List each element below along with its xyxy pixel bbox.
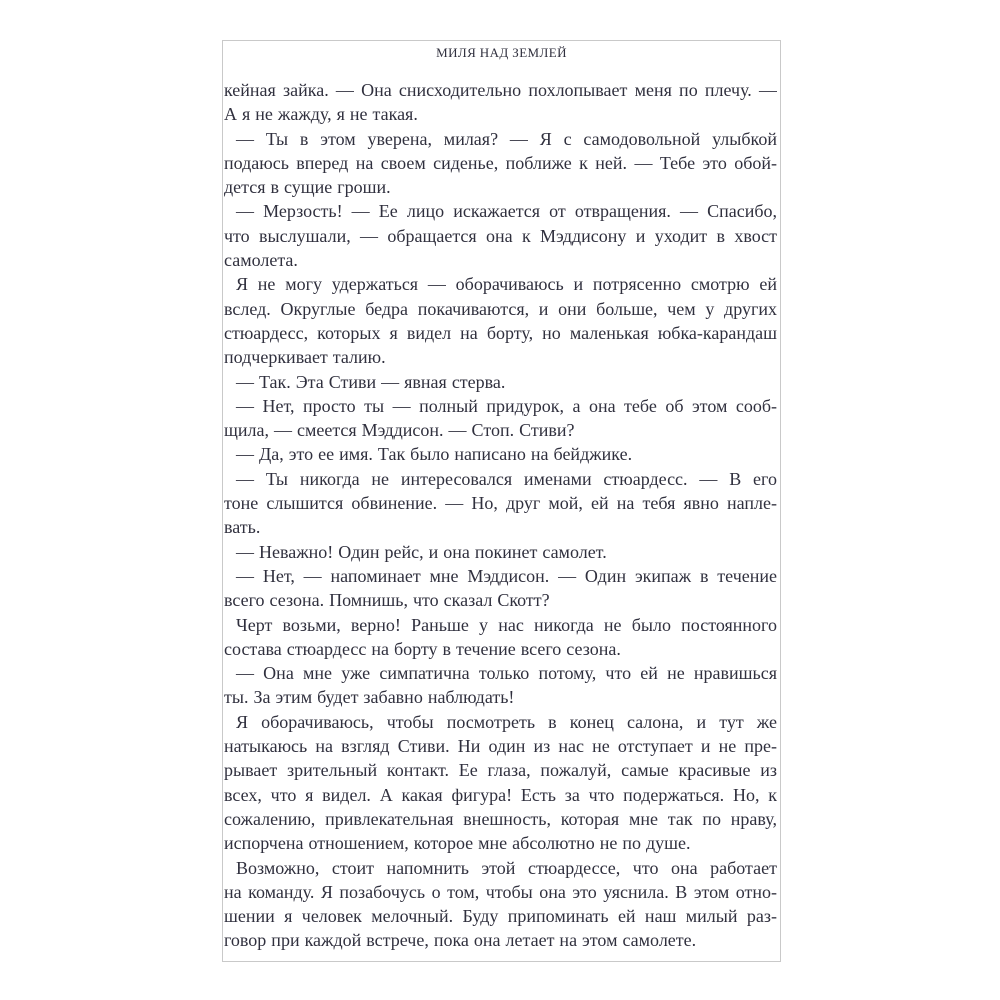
text-line: Я не могу удержаться — оборачиваюсь и потрясенно смотрю ей	[236, 274, 777, 295]
text-line: — Так. Эта Стиви — явная стерва.	[236, 371, 506, 392]
text-line: всех, что я видел. А какая фигура! Есть за что подержаться. Но, к	[224, 784, 777, 805]
text-line: сожалению, привлекательная внешность, которая мне так по нраву,	[224, 808, 777, 829]
text-line: всего сезона. Помнишь, что сказал Скотт?	[224, 590, 550, 611]
text-line: — Да, это ее имя. Так было написано на бейджике.	[236, 444, 633, 465]
text-line: — Нет, просто ты — полный придурок, а она тебе об этом сооб-	[236, 395, 777, 416]
text-line: Черт возьми, верно! Раньше у нас никогда не было постоянного	[236, 614, 777, 635]
text-line: щила, — смеется Мэддисон. — Стоп. Стиви?	[224, 420, 575, 441]
text-line: шении я человек мелочный. Буду припоминать ей наш милый раз-	[224, 906, 777, 927]
text-block	[223, 78, 780, 953]
text-line: — Она мне уже симпатична только потому, что ей не нравишься	[236, 663, 777, 684]
text-line: дется в сущие гроши.	[224, 177, 391, 198]
text-line: Возможно, стоит напомнить этой стюардессе, что она работает	[236, 857, 777, 878]
text-line: что выслушали, — обращается она к Мэддисону и уходит в хвост	[224, 225, 777, 246]
text-line: на команду. Я позабочусь о том, чтобы она это уяснила. В этом отно-	[224, 881, 777, 902]
text-line: вать.	[224, 517, 261, 538]
text-line: ты. За этим будет забавно наблюдать!	[224, 687, 515, 708]
text-line: самолета.	[224, 250, 298, 271]
text-line: вслед. Округлые бедра покачиваются, и они больше, чем у других	[224, 298, 777, 319]
book-page	[222, 40, 781, 962]
text-line: стюардесс, которых я видел на борту, но маленькая юбка-карандаш	[224, 322, 777, 343]
text-line: А я не жажду, я не такая.	[224, 104, 418, 125]
text-line: — Ты в этом уверена, милая? — Я с самодовольной улыбкой	[236, 128, 777, 149]
text-line: кейная зайка. — Она снисходительно похлопывает меня по плечу. —	[224, 80, 777, 100]
text-line: состава стюардесс на борту в течение всего сезона.	[224, 638, 621, 659]
text-line: Я оборачиваюсь, чтобы посмотреть в конец салона, и тут же	[236, 711, 777, 732]
text-line: — Нет, — напоминает мне Мэддисон. — Один экипаж в течение	[236, 565, 777, 586]
text-line: подчеркивает талию.	[224, 347, 386, 368]
text-line: — Мерзость! — Ее лицо искажается от отвращения. — Спасибо,	[236, 201, 777, 222]
text-line: — Неважно! Один рейс, и она покинет самолет.	[236, 541, 607, 562]
running-header: МИЛЯ НАД ЗЕМЛЕЙ	[436, 45, 567, 60]
text-line: — Ты никогда не интересовался именами стюардесс. — В его	[236, 468, 777, 489]
text-line: подаюсь вперед на своем сиденье, поближе к ней. — Тебе это обой-	[224, 152, 777, 173]
text-line: рывает зрительный контакт. Ее глаза, пожалуй, самые красивые из	[224, 760, 777, 781]
text-line: натыкаюсь на взгляд Стиви. Ни один из нас не отступает и не пре-	[224, 736, 777, 757]
text-line: тоне слышится обвинение. — Но, друг мой, ей на тебя явно напле-	[224, 493, 777, 514]
text-line: испорчена отношением, которое мне абсолютно не по душе.	[224, 833, 691, 854]
text-line: говор при каждой встрече, пока она летает на этом самолете.	[224, 930, 697, 951]
